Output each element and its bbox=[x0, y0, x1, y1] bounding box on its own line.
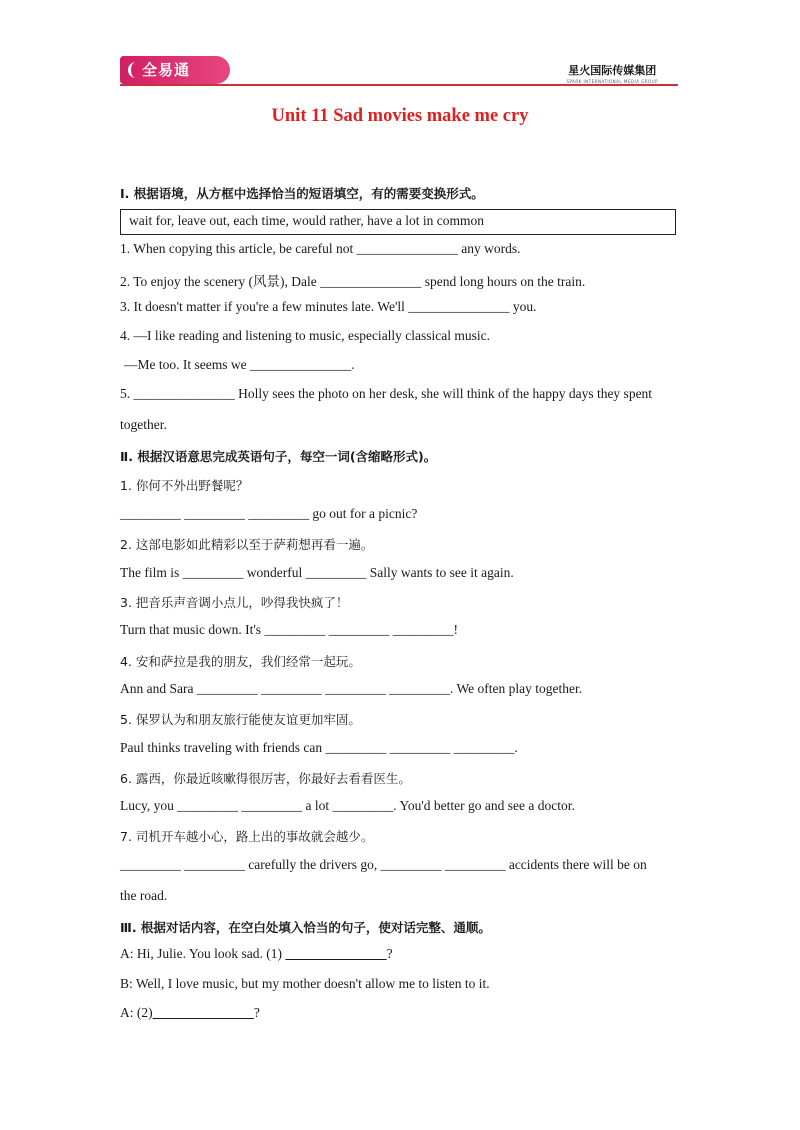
dialog-a2 bbox=[120, 1005, 260, 1021]
s1-item-5-cont: together. bbox=[120, 417, 167, 432]
header-rule bbox=[120, 84, 678, 86]
s1-item-5: 5. _______________ Holly sees the photo on her desk, she will think of the happy days they spent bbox=[120, 386, 653, 401]
dialog-a2-end: ? bbox=[253, 1005, 260, 1020]
s2-q4-en: Ann and Sara _________ _________ _________ _________. We often play together. bbox=[120, 681, 583, 696]
s2-q7-cn: 7. 司机开车越小心，路上出的事故就会越少。 bbox=[120, 829, 374, 844]
s2-q4-cn: 4. 安和萨拉是我的朋友，我们经常一起玩。 bbox=[120, 654, 361, 669]
brand-logo bbox=[120, 56, 230, 84]
s2-q3-cn: 3. 把音乐声音调小点儿，吵得我快疯了！ bbox=[120, 595, 349, 610]
publisher-brand bbox=[566, 62, 658, 84]
swoosh-icon bbox=[128, 62, 143, 78]
s2-q5-en: Paul thinks traveling with friends can _________ _________ _________. bbox=[120, 740, 518, 755]
logo-text: 全易通 bbox=[142, 61, 191, 79]
publisher-name-en: SPARK INTERNATIONAL MEDIA GROUP bbox=[566, 79, 658, 84]
word-box: wait for, leave out, each time, would rather, have a lot in common bbox=[120, 209, 676, 235]
section2-heading: Ⅱ. 根据汉语意思完成英语句子，每空一词(含缩略形式)。 bbox=[120, 449, 437, 464]
s2-q2-en: The film is _________ wonderful _________ Sally wants to see it again. bbox=[120, 565, 514, 580]
answer-blank-1[interactable] bbox=[285, 946, 386, 961]
s2-q6-en: Lucy, you _________ _________ a lot _________. You'd better go and see a doctor. bbox=[120, 798, 575, 813]
s1-item-3: 3. It doesn't matter if you're a few minutes late. We'll _______________ you. bbox=[120, 299, 537, 314]
s2-q7-en: _________ _________ carefully the drivers go, _________ _________ accidents there will be on bbox=[120, 857, 647, 872]
s1-item-1: 1. When copying this article, be careful not _______________ any words. bbox=[120, 241, 521, 256]
dialog-a2-text: A: (2) bbox=[120, 1005, 153, 1020]
publisher-name: 星火国际传媒集团 bbox=[568, 64, 657, 77]
s2-q6-cn: 6. 露西，你最近咳嗽得很厉害，你最好去看看医生。 bbox=[120, 771, 411, 786]
dialog-a1-end: ? bbox=[386, 946, 393, 961]
answer-blank-2[interactable] bbox=[153, 1005, 254, 1020]
s2-q2-cn: 2. 这部电影如此精彩以至于萨莉想再看一遍。 bbox=[120, 537, 374, 552]
dialog-a1 bbox=[120, 946, 393, 962]
s1-item-2: 2. To enjoy the scenery (风景), Dale _______________ spend long hours on the train. bbox=[120, 274, 586, 289]
dialog-a1-text: A: Hi, Julie. You look sad. (1) bbox=[120, 946, 286, 961]
page-title: Unit 11 Sad movies make me cry bbox=[271, 106, 529, 126]
s1-item-4: 4. —I like reading and listening to music, especially classical music. bbox=[120, 328, 491, 343]
s1-item-4-reply: —Me too. It seems we _______________. bbox=[124, 357, 355, 372]
s2-q3-en: Turn that music down. It's _________ _________ _________! bbox=[120, 622, 458, 637]
s2-q5-cn: 5. 保罗认为和朋友旅行能使友谊更加牢固。 bbox=[120, 712, 361, 727]
s2-q1-en: _________ _________ _________ go out for a picnic? bbox=[120, 506, 418, 521]
s2-q7-en-cont: the road. bbox=[120, 888, 168, 903]
section1-heading: Ⅰ. 根据语境，从方框中选择恰当的短语填空，有的需要变换形式。 bbox=[120, 186, 484, 201]
section3-heading: Ⅲ. 根据对话内容，在空白处填入恰当的句子，使对话完整、通顺。 bbox=[120, 920, 491, 935]
s2-q1-cn: 1. 你何不外出野餐呢？ bbox=[120, 478, 249, 493]
dialog-b1: B: Well, I love music, but my mother doesn't allow me to listen to it. bbox=[120, 976, 490, 991]
